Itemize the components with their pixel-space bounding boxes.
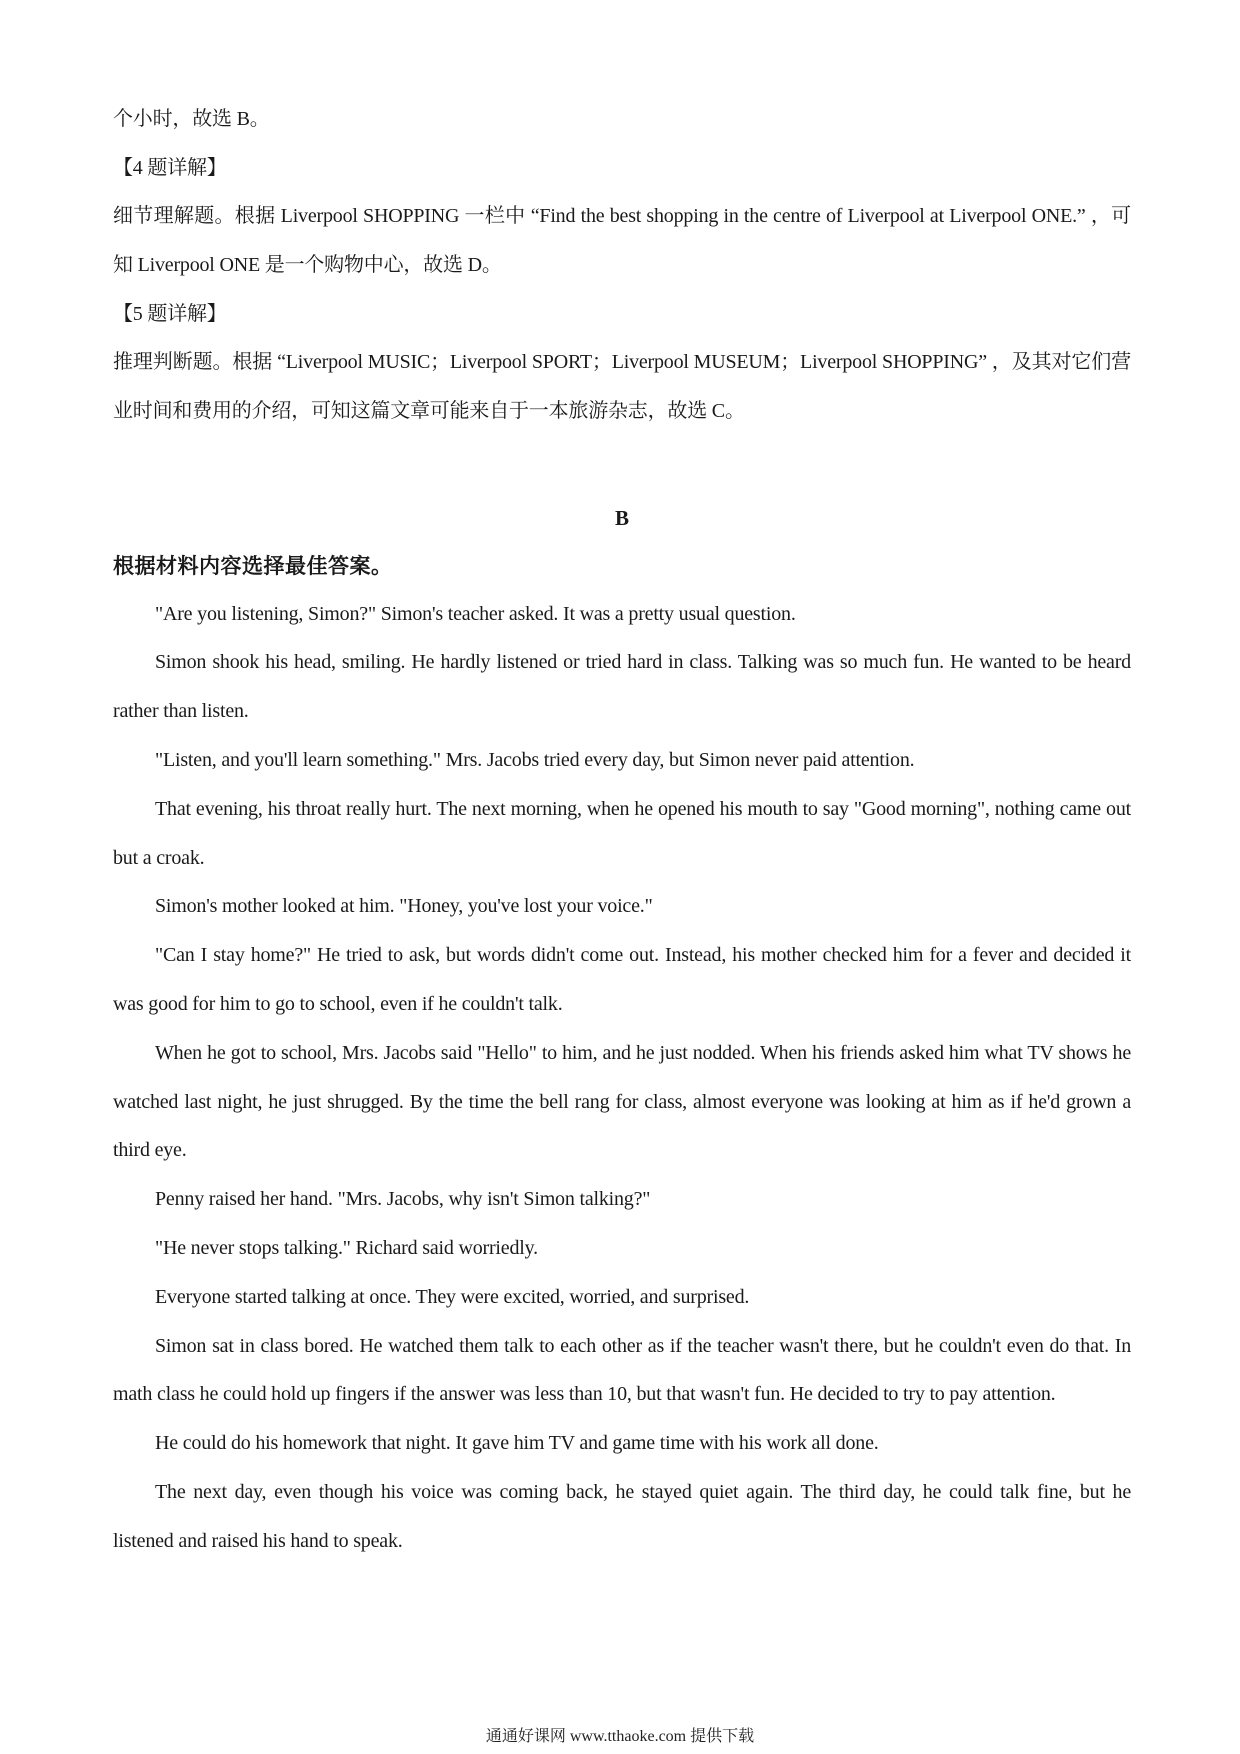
q5-header: 【5 题详解】 (113, 302, 227, 325)
story-paragraph: Everyone started talking at once. They were excited, worried, and surprised. (155, 1285, 750, 1308)
section-instruction: 根据材料内容选择最佳答案。 (113, 553, 393, 578)
story-paragraph: "Are you listening, Simon?" Simon's teacher asked. It was a pretty usual question. (155, 602, 796, 625)
story-paragraph: "He never stops talking." Richard said worriedly. (155, 1237, 538, 1260)
story-paragraph: "Listen, and you'll learn something." Mrs. Jacobs tried every day, but Simon never paid attention. (155, 749, 915, 772)
page-footer: 通通好课网 www.tthaoke.com 提供下载 (485, 1728, 755, 1745)
story-paragraph: Simon shook his head, smiling. He hardly listened or tried hard in class. Talking was so much fun. He wanted to be heard rather than listen. (113, 651, 1131, 723)
story-paragraph: Penny raised her hand. "Mrs. Jacobs, why isn't Simon talking?" (155, 1188, 651, 1211)
story-paragraph: When he got to school, Mrs. Jacobs said "Hello" to him, and he just nodded. When his friends asked him what TV shows he watched last night, he just shrugged. By the time the bell rang for class, almost everyone was looking at him as if he'd grown a third eye. (113, 1041, 1131, 1162)
story-paragraph: The next day, even though his voice was coming back, he stayed quiet again. The third day, he could talk fine, but he listened and raised his hand to speak. (113, 1481, 1131, 1552)
q5-explanation: 推理判断题。根据 “Liverpool MUSIC；Liverpool SPORT；Liverpool MUSEUM；Liverpool SHOPPING” ，及其对它们营业时间和费用的介绍，可知这篇文章可能来自于一本旅游杂志，故选 C。 (113, 351, 1131, 422)
q4-header: 【4 题详解】 (113, 156, 227, 179)
story-paragraph: He could do his homework that night. It gave him TV and game time with his work all done. (155, 1432, 879, 1455)
prev-answer-line: 个小时，故选 B。 (113, 108, 270, 130)
section-gap (113, 436, 1131, 484)
document-page (113, 95, 1131, 1566)
story-paragraph: Simon's mother looked at him. "Honey, you've lost your voice." (155, 895, 653, 918)
story-paragraph: "Can I stay home?" He tried to ask, but words didn't come out. Instead, his mother checked him for a fever and decided it was good for him to go to school, even if he couldn't talk. (113, 944, 1131, 1016)
story-paragraph: Simon sat in class bored. He watched them talk to each other as if the teacher wasn't there, but he couldn't even do that. In math class he could hold up fingers if the answer was less than 10, but that wasn't fun. He decided to try to pay attention. (113, 1334, 1131, 1406)
story-paragraph: That evening, his throat really hurt. The next morning, when he opened his mouth to say "Good morning", nothing came out but a croak. (113, 797, 1131, 869)
q4-explanation: 细节理解题。根据 Liverpool SHOPPING 一栏中 “Find the best shopping in the centre of Liverpool at Liverpool ONE.” ，可知 Liverpool ONE 是一个购物中心，故选 D。 (113, 205, 1131, 276)
section-letter: B (614, 505, 629, 530)
